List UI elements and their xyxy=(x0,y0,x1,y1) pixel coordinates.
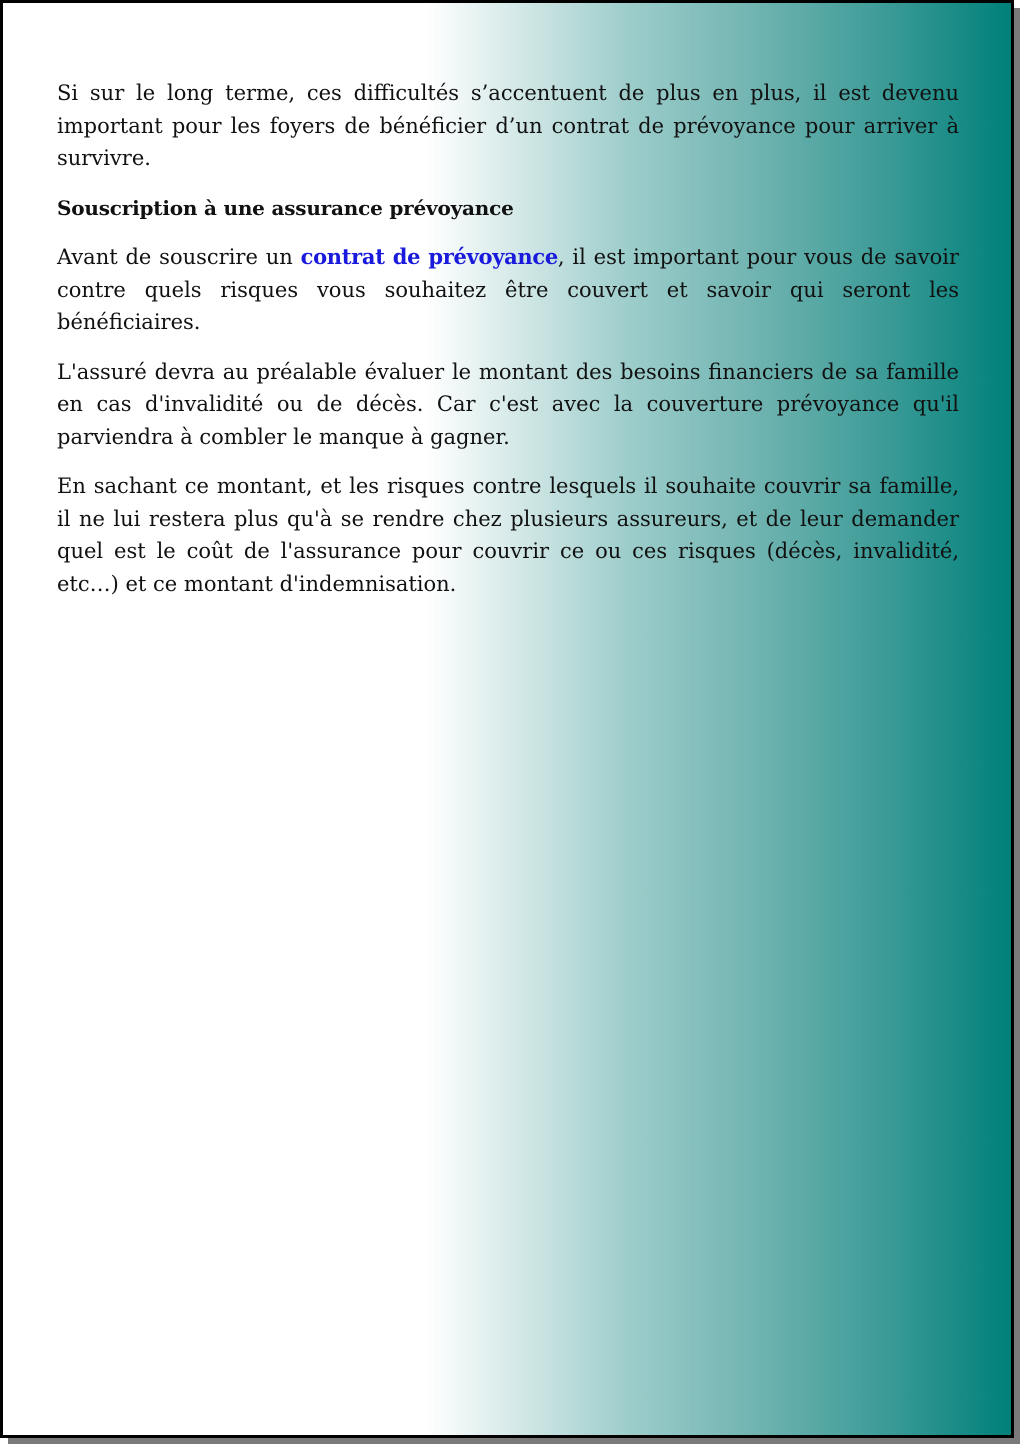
paragraph-insurers: En sachant ce montant, et les risques contre lesquels il souhaite couvrir sa famille, il ne lui restera plus qu'à se rendre chez plusieurs assureurs, et de leur demander quel est le coût de l'assurance pour couvrir ce ou ces risques (décès, invalidité, etc…) et ce montant d'indemnisation. xyxy=(57,474,959,596)
paragraph-text-after-link: , il est important pour vous de savoir contre quels risques vous souhaitez être couvert et savoir qui seront les bénéficiaires. xyxy=(57,245,959,334)
contrat-prevoyance-link[interactable]: contrat de prévoyance xyxy=(300,244,558,269)
paragraph-text-before-link: Avant de souscrire un xyxy=(57,245,301,269)
paragraph-evaluation: L'assuré devra au préalable évaluer le montant des besoins financiers de sa famille en cas d'invalidité ou de décès. Car c'est avec la couverture prévoyance qu'il parviendra à combler le manque à gagner. xyxy=(57,359,959,449)
document-body xyxy=(57,77,959,617)
paragraph-intro: Si sur le long terme, ces difficultés s’accentuent de plus en plus, il est devenu important pour les foyers de bénéficier d’un contrat de prévoyance pour arriver à survivre. xyxy=(57,81,959,170)
paragraph-subscription xyxy=(57,241,959,339)
section-heading: Souscription à une assurance prévoyance xyxy=(57,195,514,220)
